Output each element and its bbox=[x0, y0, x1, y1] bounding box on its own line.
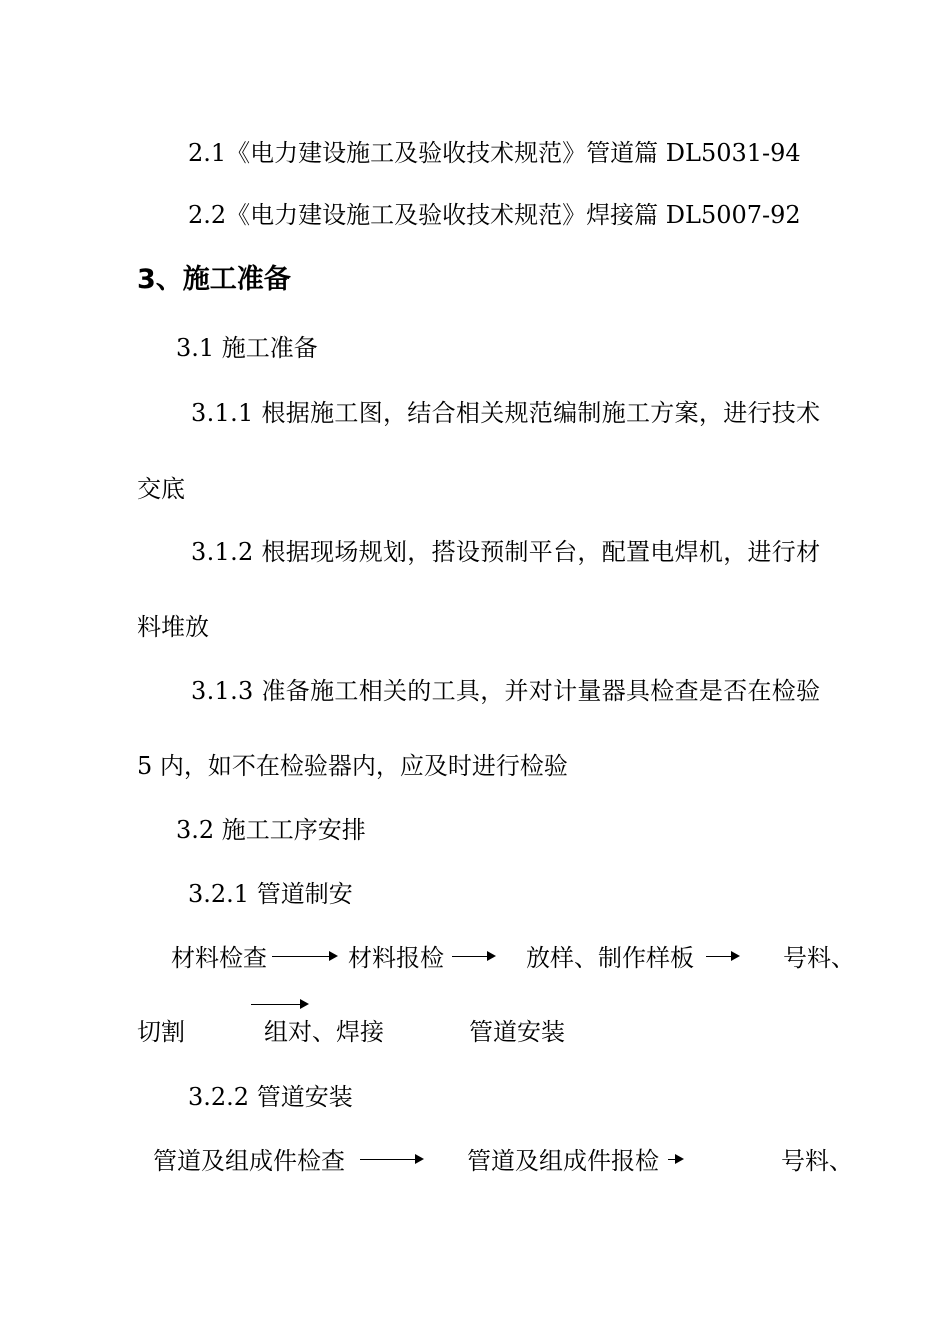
flow-arrow bbox=[251, 1004, 307, 1005]
section-3-heading: 3、施工准备 bbox=[137, 264, 291, 295]
flow-arrow bbox=[452, 956, 494, 957]
para-3-1-3-line2: 5 内，如不在检验器内，应及时进行检验 bbox=[137, 752, 568, 780]
para-3-1-1-line1: 3.1.1 根据施工图，结合相关规范编制施工方案，进行技术 bbox=[191, 399, 821, 427]
flow-step-component-check: 管道及组成件检查 bbox=[153, 1147, 345, 1175]
flow-arrow bbox=[272, 956, 336, 957]
para-3-1-2-line1: 3.1.2 根据现场规划，搭设预制平台，配置电焊机，进行材 bbox=[191, 538, 821, 566]
reference-2-1: 2.1《电力建设施工及验收技术规范》管道篇 DL5031-94 bbox=[188, 139, 801, 167]
section-3-2-1-title: 3.2.1 管道制安 bbox=[188, 880, 353, 908]
flow-step-material-check: 材料检查 bbox=[171, 944, 267, 972]
section-3-2-title: 3.2 施工工序安排 bbox=[176, 816, 366, 844]
flow-step-material-report: 材料报检 bbox=[348, 944, 444, 972]
para-3-1-2-line2: 料堆放 bbox=[137, 613, 209, 641]
flow-step-marking-2: 号料、 bbox=[781, 1147, 853, 1175]
flow-step-pipe-installation: 管道安装 bbox=[469, 1018, 565, 1046]
para-3-1-3-line1: 3.1.3 准备施工相关的工具，并对计量器具检查是否在检验 bbox=[191, 677, 821, 705]
section-3-2-2-title: 3.2.2 管道安装 bbox=[188, 1083, 353, 1111]
para-3-1-1-line2: 交底 bbox=[137, 475, 185, 503]
flow-arrow bbox=[360, 1159, 422, 1160]
flow-step-assembly-welding: 组对、焊接 bbox=[264, 1018, 384, 1046]
reference-2-2: 2.2《电力建设施工及验收技术规范》焊接篇 DL5007-92 bbox=[188, 201, 801, 229]
flow-step-cutting: 切割 bbox=[137, 1018, 185, 1046]
flow-arrow bbox=[706, 956, 738, 957]
flow-arrow bbox=[668, 1159, 682, 1160]
flow-step-marking: 号料、 bbox=[783, 944, 855, 972]
flow-step-layout-template: 放样、制作样板 bbox=[526, 944, 694, 972]
flow-step-component-report: 管道及组成件报检 bbox=[467, 1147, 659, 1175]
section-3-1-title: 3.1 施工准备 bbox=[176, 334, 318, 362]
